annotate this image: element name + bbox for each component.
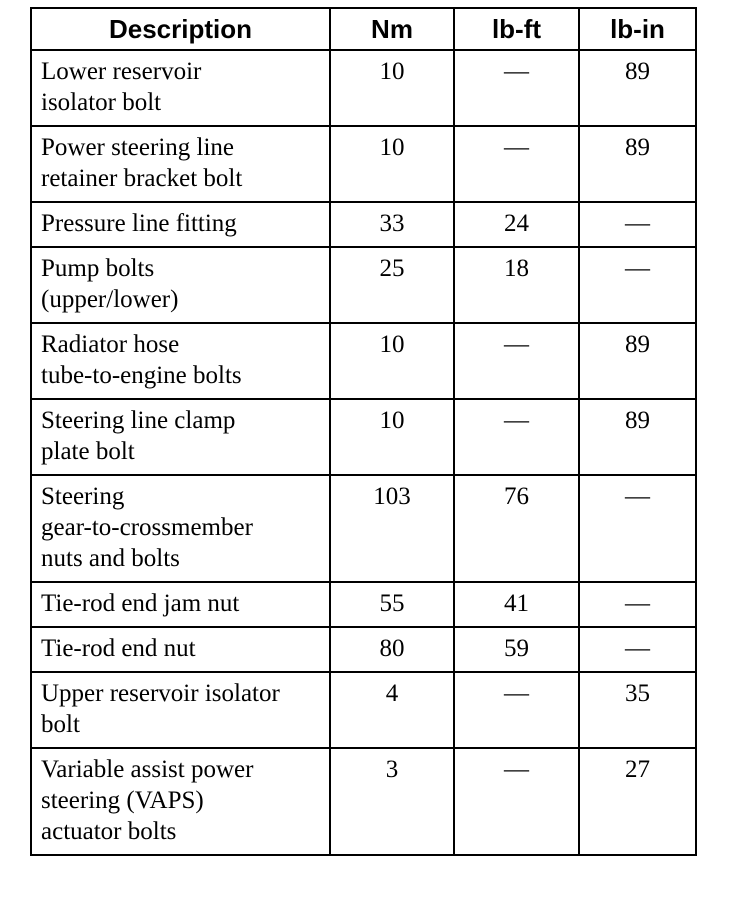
description-line: tube-to-engine bolts <box>41 362 242 389</box>
table-row <box>31 323 696 399</box>
table-row <box>31 399 696 475</box>
cell-nm: 80 <box>330 627 454 672</box>
cell-description <box>31 748 330 855</box>
description-line: Steering <box>41 483 125 510</box>
description-line: nuts and bolts <box>41 545 180 572</box>
cell-description <box>31 126 330 202</box>
cell-lb-in: — <box>579 202 696 247</box>
cell-lb-ft: 18 <box>454 247 579 323</box>
cell-lb-ft: — <box>454 672 579 748</box>
description-line: Lower reservoir <box>41 58 202 85</box>
cell-nm: 10 <box>330 50 454 126</box>
cell-nm: 10 <box>330 323 454 399</box>
description-line: bolt <box>41 711 80 738</box>
cell-description <box>31 627 330 672</box>
table-row <box>31 202 696 247</box>
cell-nm: 33 <box>330 202 454 247</box>
cell-description <box>31 672 330 748</box>
cell-lb-in: 35 <box>579 672 696 748</box>
cell-lb-ft: — <box>454 748 579 855</box>
cell-description <box>31 247 330 323</box>
cell-description <box>31 475 330 582</box>
table-header-row <box>31 8 696 50</box>
description-line: Power steering line <box>41 134 235 161</box>
table-row <box>31 50 696 126</box>
cell-lb-in: 89 <box>579 50 696 126</box>
description-line: steering (VAPS) <box>41 787 204 814</box>
cell-lb-in: 27 <box>579 748 696 855</box>
cell-lb-ft: — <box>454 126 579 202</box>
cell-lb-in: — <box>579 582 696 627</box>
table-row <box>31 126 696 202</box>
header-lb-in: lb-in <box>579 8 696 50</box>
cell-description <box>31 323 330 399</box>
table-row <box>31 627 696 672</box>
description-line: retainer bracket bolt <box>41 165 243 192</box>
cell-lb-in: 89 <box>579 126 696 202</box>
cell-lb-in: — <box>579 627 696 672</box>
description-line: (upper/lower) <box>41 286 179 313</box>
cell-lb-ft: — <box>454 323 579 399</box>
cell-lb-in: — <box>579 247 696 323</box>
cell-lb-ft: — <box>454 399 579 475</box>
cell-nm: 4 <box>330 672 454 748</box>
table-row <box>31 247 696 323</box>
cell-description <box>31 50 330 126</box>
description-line: plate bolt <box>41 438 135 465</box>
description-line: Upper reservoir isolator <box>41 680 280 707</box>
cell-lb-ft: — <box>454 50 579 126</box>
cell-lb-in: 89 <box>579 399 696 475</box>
description-line: Pressure line fitting <box>41 210 237 237</box>
description-line: actuator bolts <box>41 818 177 845</box>
cell-nm: 55 <box>330 582 454 627</box>
description-line: Tie-rod end jam nut <box>41 590 240 617</box>
cell-nm: 10 <box>330 399 454 475</box>
description-line: isolator bolt <box>41 89 162 116</box>
description-line: Variable assist power <box>41 756 254 783</box>
cell-description <box>31 399 330 475</box>
description-line: Radiator hose <box>41 331 180 358</box>
cell-nm: 3 <box>330 748 454 855</box>
table-row <box>31 748 696 855</box>
torque-spec-table <box>30 7 697 856</box>
header-description: Description <box>31 8 330 50</box>
cell-lb-ft: 24 <box>454 202 579 247</box>
table-body <box>31 50 696 855</box>
cell-nm: 103 <box>330 475 454 582</box>
cell-lb-ft: 41 <box>454 582 579 627</box>
cell-description <box>31 202 330 247</box>
description-line: gear-to-crossmember <box>41 514 253 541</box>
table-row <box>31 672 696 748</box>
description-line: Steering line clamp <box>41 407 236 434</box>
description-line: Pump bolts <box>41 255 155 282</box>
table-row <box>31 475 696 582</box>
cell-nm: 25 <box>330 247 454 323</box>
header-lb-ft: lb-ft <box>454 8 579 50</box>
cell-nm: 10 <box>330 126 454 202</box>
cell-description <box>31 582 330 627</box>
cell-lb-in: — <box>579 475 696 582</box>
cell-lb-in: 89 <box>579 323 696 399</box>
description-line: Tie-rod end nut <box>41 635 196 662</box>
cell-lb-ft: 59 <box>454 627 579 672</box>
header-nm: Nm <box>330 8 454 50</box>
cell-lb-ft: 76 <box>454 475 579 582</box>
table-row <box>31 582 696 627</box>
